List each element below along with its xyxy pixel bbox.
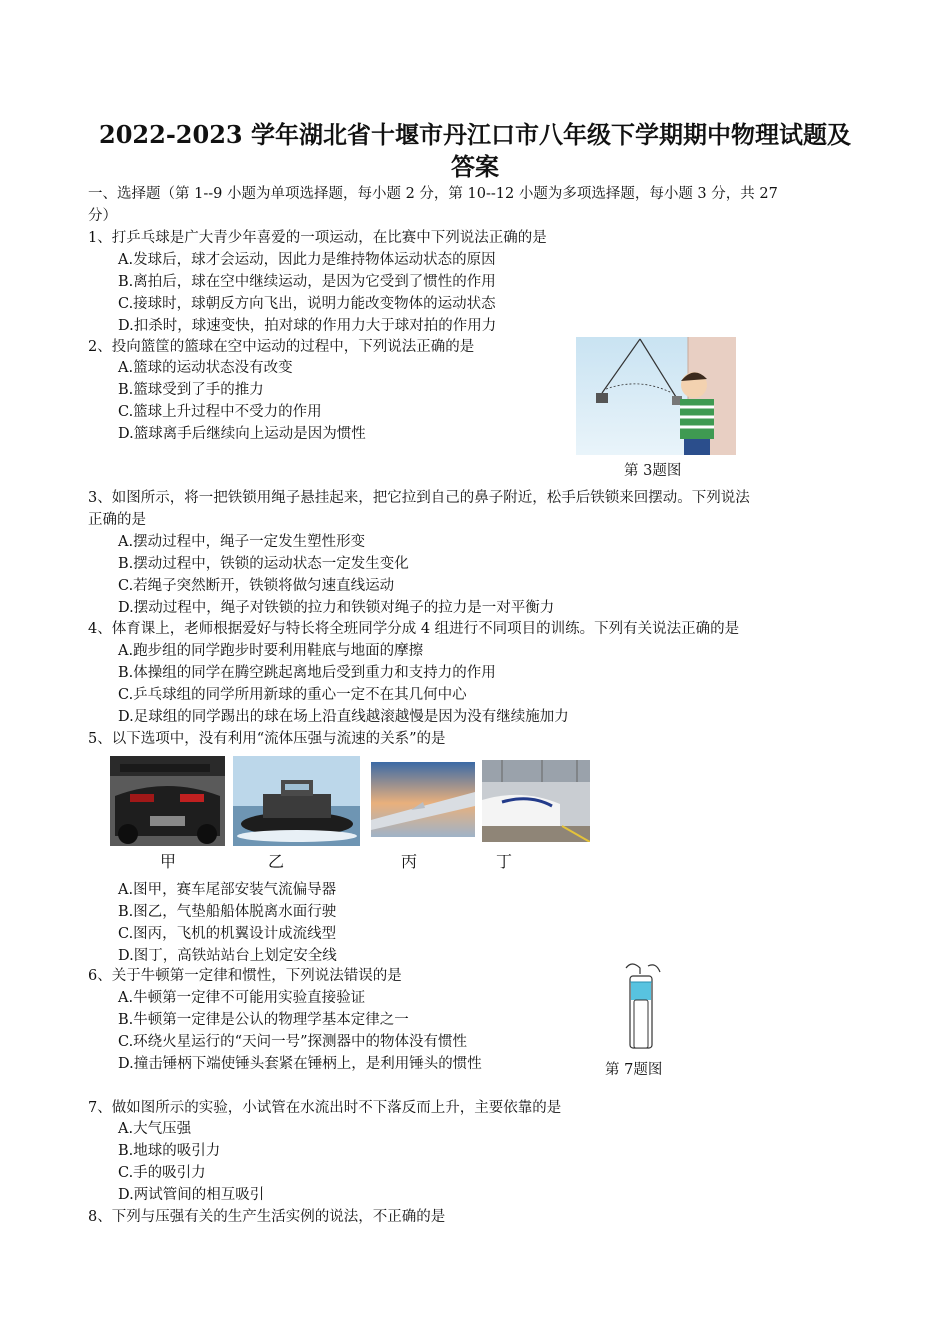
q5-image-bing-airplane-wing — [371, 762, 475, 837]
q4-option-a: A.跑步组的同学跑步时要利用鞋底与地面的摩擦 — [118, 643, 424, 659]
q6-option-d: D.撞击锤柄下端使锤头套紧在锤柄上，是利用锤头的惯性 — [118, 1056, 482, 1072]
q1-option-b: B.离拍后，球在空中继续运动，是因为它受到了惯性的作用 — [118, 274, 496, 290]
q2-option-b: B.篮球受到了手的推力 — [118, 382, 264, 398]
q7-option-c: C.手的吸引力 — [118, 1165, 206, 1181]
q6-option-a: A.牛顿第一定律不可能用实验直接验证 — [118, 990, 366, 1006]
question-3-stem-cont: 正确的是 — [88, 512, 146, 528]
q5-image-jia-racecar — [110, 756, 225, 846]
q4-option-c: C.乒乓球组的同学所用新球的重心一定不在其几何中心 — [118, 687, 467, 703]
q2-option-c: C.篮球上升过程中不受力的作用 — [118, 404, 322, 420]
q1-option-a: A.发球后，球才会运动，因此力是维持物体运动状态的原因 — [118, 252, 496, 268]
question-5-stem: 5、以下选项中，没有利用“流体压强与流速的关系”的是 — [88, 731, 446, 747]
question-6-stem: 6、关于牛顿第一定律和惯性，下列说法错误的是 — [88, 968, 402, 984]
q5-image-ding-highspeed-train — [482, 760, 590, 842]
q7-option-b: B.地球的吸引力 — [118, 1143, 221, 1159]
q5-option-d: D.图丁，高铁站站台上划定安全线 — [118, 948, 337, 964]
q5-label-jia: 甲 — [160, 852, 177, 871]
q2-option-d: D.篮球离手后继续向上运动是因为惯性 — [118, 426, 366, 442]
section-heading: 一、选择题（第 1--9 小题为单项选择题，每小题 2 分，第 10--12 小题为多项选择题，每小题 3 分，共 27 — [88, 186, 778, 202]
fig3-image — [576, 337, 736, 455]
q5-label-ding: 丁 — [496, 852, 513, 871]
section-heading-cont: 分） — [88, 208, 117, 224]
q5-option-a: A.图甲，赛车尾部安装气流偏导器 — [118, 882, 337, 898]
q4-option-b: B.体操组的同学在腾空跳起离地后受到重力和支持力的作用 — [118, 665, 496, 681]
fig3-caption: 第 3题图 — [624, 463, 682, 479]
q5-label-bing: 丙 — [401, 852, 418, 871]
question-8-stem: 8、下列与压强有关的生产生活实例的说法，不正确的是 — [88, 1209, 446, 1225]
q3-option-a: A.摆动过程中，绳子一定发生塑性形变 — [118, 534, 366, 550]
page-title-line2: 答案 — [451, 152, 499, 181]
q4-option-d: D.足球组的同学踢出的球在场上沿直线越滚越慢是因为没有继续施加力 — [118, 709, 569, 725]
question-7-stem: 7、做如图所示的实验，小试管在水流出时不下落反而上升，主要依靠的是 — [88, 1100, 562, 1116]
q2-option-a: A.篮球的运动状态没有改变 — [118, 360, 293, 376]
q5-option-b: B.图乙，气垫船船体脱离水面行驶 — [118, 904, 337, 920]
fig7-caption: 第 7题图 — [605, 1062, 663, 1078]
q6-option-b: B.牛顿第一定律是公认的物理学基本定律之一 — [118, 1012, 409, 1028]
q1-option-d: D.扣杀时，球速变快，拍对球的作用力大于球对拍的作用力 — [118, 318, 497, 334]
question-3-stem: 3、如图所示，将一把铁锁用绳子悬挂起来，把它拉到自己的鼻子附近，松手后铁锁来回摆动。下列说法 — [88, 490, 750, 506]
q6-option-c: C.环绕火星运行的“天问一号”探测器中的物体没有惯性 — [118, 1034, 468, 1050]
question-2-stem: 2、投向篮筐的篮球在空中运动的过程中，下列说法正确的是 — [88, 339, 475, 355]
q1-option-c: C.接球时，球朝反方向飞出，说明力能改变物体的运动状态 — [118, 296, 496, 312]
question-1-stem: 1、打乒乓球是广大青少年喜爱的一项运动，在比赛中下列说法正确的是 — [88, 230, 547, 246]
q3-option-b: B.摆动过程中，铁锁的运动状态一定发生变化 — [118, 556, 409, 572]
q3-option-d: D.摆动过程中，绳子对铁锁的拉力和铁锁对绳子的拉力是一对平衡力 — [118, 600, 555, 616]
q5-option-c: C.图丙，飞机的机翼设计成流线型 — [118, 926, 337, 942]
q5-image-yi-hovercraft — [233, 756, 360, 846]
fig7-image — [618, 962, 666, 1054]
q7-option-d: D.两试管间的相互吸引 — [118, 1187, 265, 1203]
q7-option-a: A.大气压强 — [118, 1121, 192, 1137]
page-title-line1: 2022-2023 学年湖北省十堰市丹江口市八年级下学期期中物理试题及 — [99, 120, 851, 149]
question-4-stem: 4、体育课上，老师根据爱好与特长将全班同学分成 4 组进行不同项目的训练。下列有关说法正确的是 — [88, 621, 740, 637]
q3-option-c: C.若绳子突然断开，铁锁将做匀速直线运动 — [118, 578, 395, 594]
q5-label-yi: 乙 — [268, 852, 285, 871]
